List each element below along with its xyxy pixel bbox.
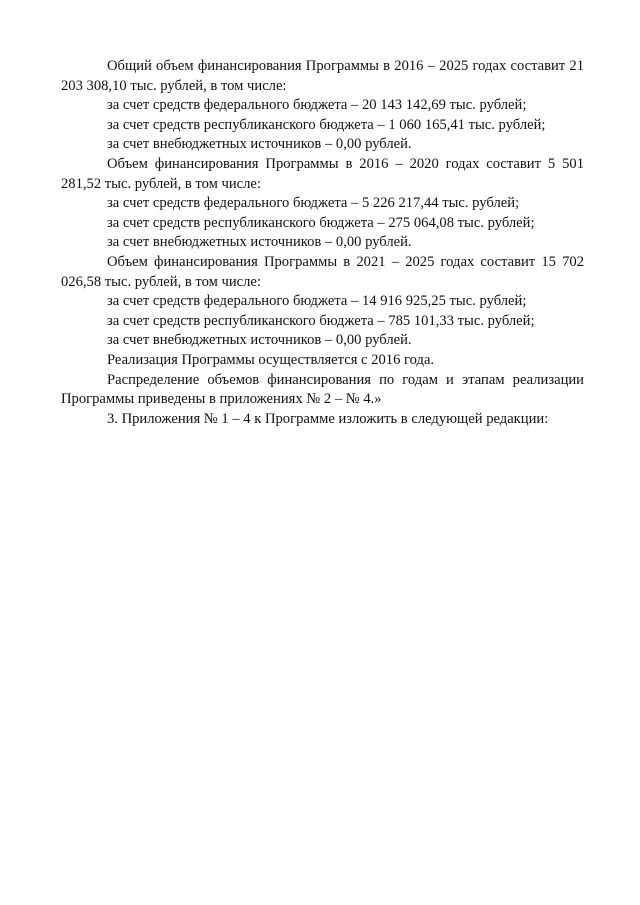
paragraph-2021-2025-republican: за счет средств республиканского бюджета – 785 101,33 тыс. рублей;: [107, 312, 535, 329]
paragraph-2021-2025-funding: Объем финансирования Программы в 2021 – 2025 годах составит 15 702 026,58 тыс. рублей, в том числе:: [61, 253, 584, 290]
paragraph-2016-2020-funding: Объем финансирования Программы в 2016 – 2020 годах составит 5 501 281,52 тыс. рублей, в том числе:: [61, 155, 584, 192]
paragraph-total-republican: за счет средств республиканского бюджета – 1 060 165,41 тыс. рублей;: [107, 116, 546, 133]
paragraph-appendices: 3. Приложения № 1 – 4 к Программе изложить в следующей редакции:: [107, 410, 549, 427]
document-body: [61, 57, 584, 429]
paragraph-total-funding: Общий объем финансирования Программы в 2016 – 2025 годах составит 21 203 308,10 тыс. рублей, в том числе:: [61, 58, 584, 94]
paragraph-2016-2020-republican: за счет средств республиканского бюджета – 275 064,08 тыс. рублей;: [107, 214, 535, 231]
paragraph-distribution: Распределение объемов финансирования по годам и этапам реализации Программы приведены в приложениях № 2 – № 4.»: [61, 371, 584, 408]
paragraph-total-federal: за счет средств федерального бюджета – 20 143 142,69 тыс. рублей;: [107, 97, 527, 114]
paragraph-2021-2025-federal: за счет средств федерального бюджета – 14 916 925,25 тыс. рублей;: [107, 293, 527, 310]
paragraph-2016-2020-federal: за счет средств федерального бюджета – 5 226 217,44 тыс. рублей;: [107, 195, 520, 212]
paragraph-2016-2020-extrabudgetary: за счет внебюджетных источников – 0,00 рублей.: [107, 234, 412, 251]
paragraph-total-extrabudgetary: за счет внебюджетных источников – 0,00 рублей.: [107, 136, 412, 153]
paragraph-implementation-start: Реализация Программы осуществляется с 2016 года.: [107, 351, 435, 368]
paragraph-2021-2025-extrabudgetary: за счет внебюджетных источников – 0,00 рублей.: [107, 332, 412, 349]
